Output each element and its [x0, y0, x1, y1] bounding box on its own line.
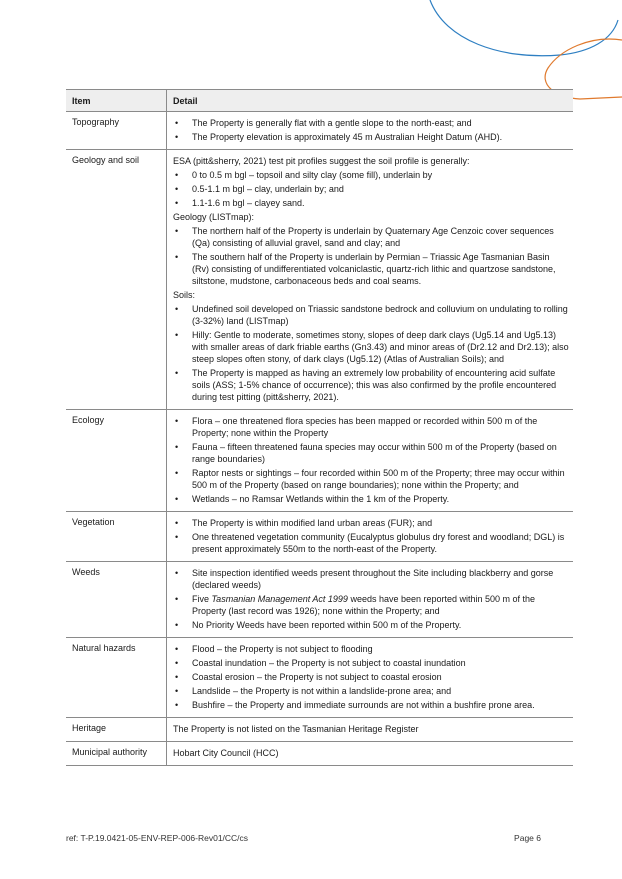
- row-detail: [166, 742, 573, 765]
- list-item: • 0 to 0.5 m bgl – topsoil and silty clay (some fill), underlain by: [173, 169, 569, 181]
- row-label: Vegetation: [72, 517, 115, 527]
- list-item: • Site inspection identified weeds present throughout the Site including blackberry and gorse (declared weeds): [173, 567, 569, 591]
- list-item: • Flora – one threatened flora species has been mapped or recorded within 500 m of the Property; none within the Property: [173, 415, 569, 439]
- table-row-municipal-authority: [66, 742, 573, 766]
- row-label: Geology and soil: [72, 155, 140, 165]
- list-item: • The northern half of the Property is underlain by Quaternary Age Cenzoic cover sequences (Qa) consisting of alluvial gravel, sand and clay; and: [173, 225, 569, 249]
- list-item: • The Property is within modified land urban areas (FUR); and: [173, 517, 569, 529]
- geology-intro: ESA (pitt&sherry, 2021) test pit profiles suggest the soil profile is generally:: [173, 156, 470, 166]
- table-row-weeds: [66, 562, 573, 638]
- list-item: • Fauna – fifteen threatened fauna species may occur within 500 m of the Property (based on range boundaries): [173, 441, 569, 465]
- site-details-table: [66, 89, 573, 766]
- heritage-text: The Property is not listed on the Tasmanian Heritage Register: [173, 724, 419, 734]
- page-number: Page 6: [514, 833, 541, 843]
- list-item: • Wetlands – no Ramsar Wetlands within the 1 km of the Property.: [173, 493, 569, 505]
- list-item: [173, 593, 569, 617]
- list-item: • Landslide – the Property is not within a landslide-prone area; and: [173, 685, 569, 697]
- weeds-b2-suffix: weeds have been reported within 500 m of the Property (last record was 1926); none within the Property; and: [192, 594, 536, 616]
- row-label: Ecology: [72, 415, 105, 425]
- list-item: • Hilly: Gentle to moderate, sometimes stony, slopes of deep dark clays (Ug5.14 and Ug5.13) with smaller areas of dark friable earths (Gn3.43) and minor areas of (Dr2.12 and Dr2.13); also steep slopes often stony, of dark clays (Ug5.12) (Atlas of Australian Soils); and: [173, 329, 569, 365]
- act-title: Tasmanian Management Act 1999: [211, 594, 348, 604]
- table-row-ecology: [66, 410, 573, 512]
- list-item: • Coastal erosion – the Property is not subject to coastal erosion: [173, 671, 569, 683]
- municipal-text: Hobart City Council (HCC): [173, 748, 279, 758]
- list-item: • Bushfire – the Property and immediate surrounds are not within a bushfire prone area.: [173, 699, 569, 711]
- soils-heading: Soils:: [173, 290, 196, 300]
- list-item: • Flood – the Property is not subject to flooding: [173, 643, 569, 655]
- list-item: • 0.5-1.1 m bgl – clay, underlain by; and: [173, 183, 569, 195]
- row-detail: [166, 512, 573, 561]
- list-item: • The Property is generally flat with a gentle slope to the north-east; and: [173, 117, 569, 129]
- list-item: • The southern half of the Property is underlain by Permian – Triassic Age Tasmanian Basin (Rv) consisting of undifferentiated volcaniclastic, quartz-rich lithic and quartzose sandstone, siltstone, mudstone, carbonaceous beds and coal seams.: [173, 251, 569, 287]
- row-label: Municipal authority: [72, 747, 148, 757]
- list-item: • The Property is mapped as having an extremely low probability of encountering acid sulfate soils (ASS; 1-5% chance of occurrence); this was also confirmed by the profile encountered during test pitting (pitt&sherry, 2021).: [173, 367, 569, 403]
- row-label: Weeds: [72, 567, 100, 577]
- list-item: • The Property elevation is approximately 45 m Australian Height Datum (AHD).: [173, 131, 569, 143]
- list-item: • No Priority Weeds have been reported within 500 m of the Property.: [173, 619, 569, 631]
- list-item: • One threatened vegetation community (Eucalyptus globulus dry forest and woodland; DGL) is present approximately 550m to the north-east of the Property.: [173, 531, 569, 555]
- list-item: • 1.1-1.6 m bgl – clayey sand.: [173, 197, 569, 209]
- table-row-topography: [66, 112, 573, 150]
- table-header-row: [66, 89, 573, 112]
- weeds-b2-prefix: Five: [192, 594, 212, 604]
- table-row-heritage: [66, 718, 573, 742]
- row-detail: [166, 638, 573, 717]
- document-reference: ref: T-P.19.0421-05-ENV-REP-006-Rev01/CC/cs: [66, 833, 249, 843]
- row-detail: [166, 718, 573, 741]
- page-footer: [66, 833, 541, 843]
- geology-heading: Geology (LISTmap):: [173, 212, 255, 222]
- row-detail: [166, 410, 573, 511]
- list-item: • Coastal inundation – the Property is not subject to coastal inundation: [173, 657, 569, 669]
- row-detail: [166, 150, 573, 409]
- blue-arc: [430, 0, 618, 56]
- row-label: Topography: [72, 117, 120, 127]
- table-row-natural-hazards: [66, 638, 573, 718]
- list-item: • Raptor nests or sightings – four recorded within 500 m of the Property; three may occur within 500 m of the Property (based on range boundaries); none within the Property; and: [173, 467, 569, 491]
- table-row-vegetation: [66, 512, 573, 562]
- table-row-geology: [66, 150, 573, 410]
- list-item: • Undefined soil developed on Triassic sandstone bedrock and colluvium on undulating to rolling (3-32%) land (LISTmap): [173, 303, 569, 327]
- row-detail: [166, 112, 573, 149]
- header-item: Item: [72, 95, 91, 106]
- row-label: Heritage: [72, 723, 107, 733]
- header-detail: Detail: [166, 90, 573, 111]
- row-detail: [166, 562, 573, 637]
- row-label: Natural hazards: [72, 643, 136, 653]
